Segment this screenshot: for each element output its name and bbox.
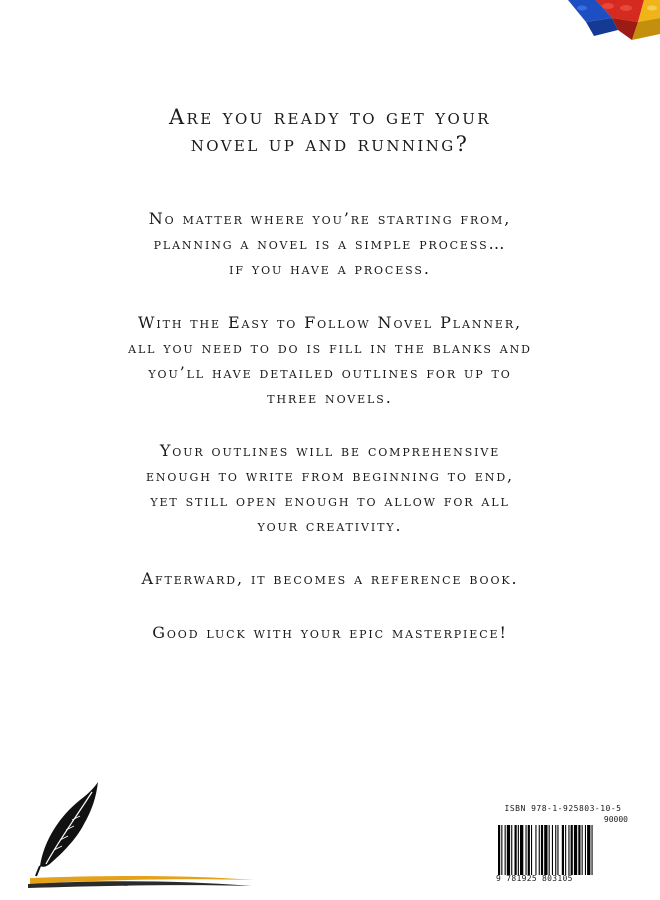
isbn-label: ISBN 978-1-925803-10-5: [504, 804, 622, 813]
toy-bricks-image: [568, 0, 660, 50]
reference-line-1: Afterward, it becomes a reference book.: [141, 569, 519, 588]
isbn-barcode: [496, 804, 630, 886]
planner-line-1: With the Easy to Follow Novel Planner,: [138, 313, 522, 332]
outlines-line-1: Your outlines will be comprehensive: [159, 441, 501, 460]
planner-line-3: you’ll have detailed outlines for up to: [148, 363, 512, 382]
intro-line-1: No matter where you’re starting from,: [148, 209, 512, 228]
price-code: 90000: [603, 815, 628, 824]
intro-line-3: if you have a process.: [229, 259, 431, 278]
intro-line-2: planning a novel is a simple process…: [153, 234, 507, 253]
outlines-line-3: yet still open enough to allow for all: [150, 491, 510, 510]
outlines-line-4: your creativity.: [257, 516, 403, 535]
reference-paragraph: [0, 566, 660, 591]
planner-line-4: three novels.: [267, 388, 393, 407]
ean-digits: 9 781925 803105: [496, 874, 573, 883]
good-luck-line-1: Good luck with your epic masterpiece!: [152, 623, 508, 642]
outlines-line-2: enough to write from beginning to end,: [145, 466, 515, 485]
intro-paragraph: [0, 206, 660, 281]
planner-paragraph: [0, 310, 660, 410]
outlines-paragraph: [0, 438, 660, 538]
barcode-bars: [498, 825, 628, 875]
headline-line-2: novel up and running?: [190, 132, 470, 156]
good-luck-paragraph: [0, 620, 660, 645]
headline: [0, 104, 660, 158]
planner-line-2: all you need to do is fill in the blanks and: [128, 338, 532, 357]
quill-feather-icon: [26, 780, 258, 890]
headline-line-1: Are you ready to get your: [168, 105, 491, 129]
